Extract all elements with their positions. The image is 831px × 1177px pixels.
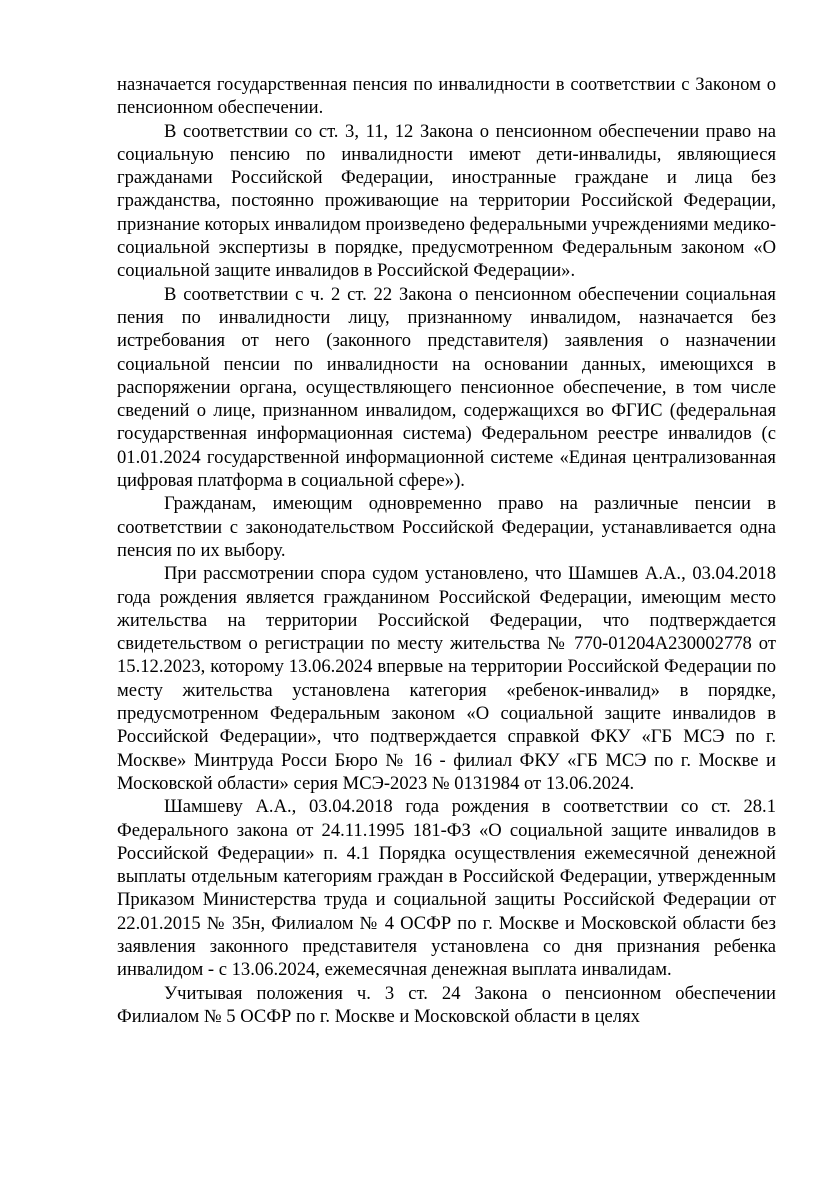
paragraph: В соответствии со ст. 3, 11, 12 Закона о пенсионном обеспечении право на социальную пенсию по инвалидности имеют дети-инвалиды, являющиеся гражданами Российской Федерации, иностранные граждане и лица без гражданства, постоянно проживающие на территории Российской Федерации, признание которых инвалидом произведено федеральными учреждениями медико-социальной экспертизы в порядке, предусмотренном Федеральным законом «О социальной защите инвалидов в Российской Федерации». <box>117 120 777 282</box>
paragraph: Учитывая положения ч. 3 ст. 24 Закона о пенсионном обеспечении Филиалом № 5 ОСФР по г. Москве и Московской области в целях <box>117 982 776 1027</box>
document-page <box>117 73 776 1028</box>
paragraph: Шамшеву А.А., 03.04.2018 года рождения в соответствии со ст. 28.1 Федерального закона от 24.11.1995 181-ФЗ «О социальной защите инвалидов в Российской Федерации» п. 4.1 Порядка осуществления ежемесячной денежной выплаты отдельным категориям граждан в Российской Федерации, утвержденным Приказом Министерства труда и социальной защиты Российской Федерации от 22.01.2015 № 35н, Филиалом № 4 ОСФР по г. Москве и Московской области без заявления законного представителя установлена со дня признания ребенка инвалидом - с 13.06.2024, ежемесячная денежная выплата инвалидам. <box>117 796 776 981</box>
paragraph-continuation: назначается государственная пенсия по инвалидности в соответствии с Законом о пенсионном обеспечении. <box>117 74 776 119</box>
paragraph: Гражданам, имеющим одновременно право на различные пенсии в соответствии с законодательством Российской Федерации, устанавливается одна пенсия по их выбору. <box>117 493 776 561</box>
paragraph: В соответствии с ч. 2 ст. 22 Закона о пенсионном обеспечении социальная пения по инвалидности лицу, признанному инвалидом, назначается без истребования от него (законного представителя) заявления о назначении социальной пенсии по инвалидности на основании данных, имеющихся в распоряжении органа, осуществляющего пенсионное обеспечение, в том числе сведений о лице, признанном инвалидом, содержащихся во ФГИС (федеральная государственная информационная система) Федеральном реестре инвалидов (с 01.01.2024 государственной информационной системе «Единая централизованная цифровая платформа в социальной сфере»). <box>117 283 776 492</box>
paragraph: При рассмотрении спора судом установлено, что Шамшев А.А., 03.04.2018 года рождения является гражданином Российской Федерации, имеющим место жительства на территории Российской Федерации, что подтверждается свидетельством о регистрации по месту жительства № 770-01204А230002778 от 15.12.2023, которому 13.06.2024 впервые на территории Российской Федерации по месту жительства установлена категория «ребенок-инвалид» в порядке, предусмотренном Федеральным законом «О социальной защите инвалидов в Российской Федерации», что подтверждается справкой ФКУ «ГБ МСЭ по г. Москве» Минтруда Росси Бюро № 16 - филиал ФКУ «ГБ МСЭ по г. Москве и Московской области» серия МСЭ-2023 № 0131984 от 13.06.2024. <box>117 563 776 794</box>
